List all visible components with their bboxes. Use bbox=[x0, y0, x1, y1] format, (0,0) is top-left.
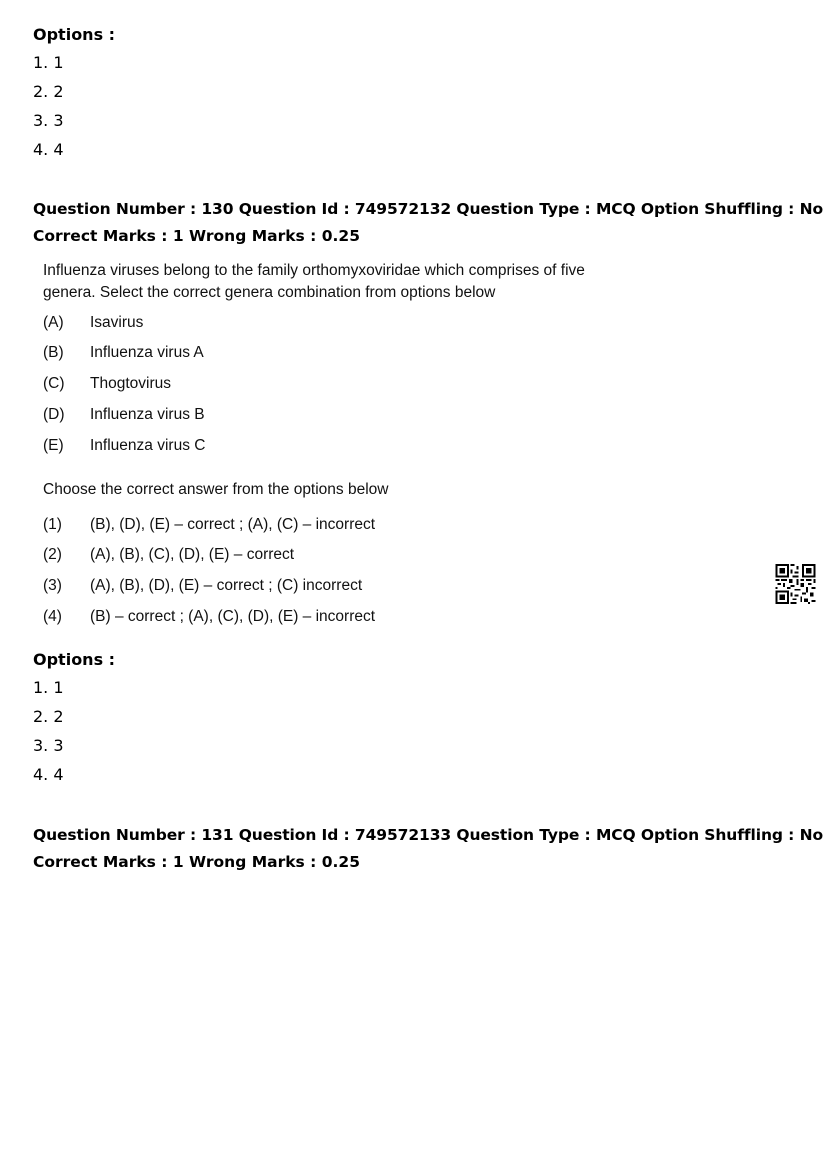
statement-label: (C) bbox=[43, 375, 65, 392]
answer-text: (B), (D), (E) – correct ; (A), (C) – incorrect bbox=[90, 516, 376, 533]
statement-text: Influenza virus B bbox=[90, 406, 205, 423]
answer-row bbox=[43, 546, 543, 566]
answer-text: (B) – correct ; (A), (C), (D), (E) – incorrect bbox=[90, 608, 376, 625]
statement-label: (E) bbox=[43, 437, 64, 454]
option-item: 3. 3 bbox=[33, 736, 64, 755]
answer-label: (3) bbox=[43, 577, 62, 594]
statement-text: Isavirus bbox=[90, 314, 144, 331]
answer-row bbox=[43, 516, 543, 536]
statement-row bbox=[43, 406, 443, 426]
statement-text: Influenza virus C bbox=[90, 437, 206, 454]
statement-row bbox=[43, 375, 443, 395]
option-item: 4. 4 bbox=[33, 765, 64, 784]
answer-text: (A), (B), (C), (D), (E) – correct bbox=[90, 546, 295, 563]
option-item: 1. 1 bbox=[33, 53, 64, 72]
statement-row bbox=[43, 314, 443, 334]
qr-code-icon bbox=[775, 564, 816, 604]
statement-row bbox=[43, 437, 443, 457]
statement-label: (B) bbox=[43, 344, 64, 361]
question-marks: Correct Marks : 1 Wrong Marks : 0.25 bbox=[33, 227, 360, 245]
answer-row bbox=[43, 577, 543, 597]
options-heading: Options : bbox=[33, 650, 116, 669]
choose-instruction: Choose the correct answer from the options below bbox=[43, 481, 389, 498]
answer-label: (2) bbox=[43, 546, 62, 563]
question-stem-line: genera. Select the correct genera combination from options below bbox=[43, 284, 496, 301]
question-marks: Correct Marks : 1 Wrong Marks : 0.25 bbox=[33, 853, 360, 871]
question-header: Question Number : 130 Question Id : 749572132 Question Type : MCQ Option Shuffling : No bbox=[33, 200, 823, 218]
options-heading: Options : bbox=[33, 25, 116, 44]
statement-label: (D) bbox=[43, 406, 65, 423]
question-header: Question Number : 131 Question Id : 749572133 Question Type : MCQ Option Shuffling : No bbox=[33, 826, 823, 844]
statement-label: (A) bbox=[43, 314, 64, 331]
option-item: 1. 1 bbox=[33, 678, 64, 697]
option-item: 2. 2 bbox=[33, 82, 64, 101]
option-item: 4. 4 bbox=[33, 140, 64, 159]
answer-text: (A), (B), (D), (E) – correct ; (C) incorrect bbox=[90, 577, 363, 594]
answer-label: (4) bbox=[43, 608, 62, 625]
answer-label: (1) bbox=[43, 516, 62, 533]
statement-row bbox=[43, 344, 443, 364]
option-item: 3. 3 bbox=[33, 111, 64, 130]
question-stem-line: Influenza viruses belong to the family orthomyxoviridae which comprises of five bbox=[43, 262, 585, 279]
answer-row bbox=[43, 608, 543, 628]
option-item: 2. 2 bbox=[33, 707, 64, 726]
statement-text: Influenza virus A bbox=[90, 344, 204, 361]
statement-text: Thogtovirus bbox=[90, 375, 171, 392]
